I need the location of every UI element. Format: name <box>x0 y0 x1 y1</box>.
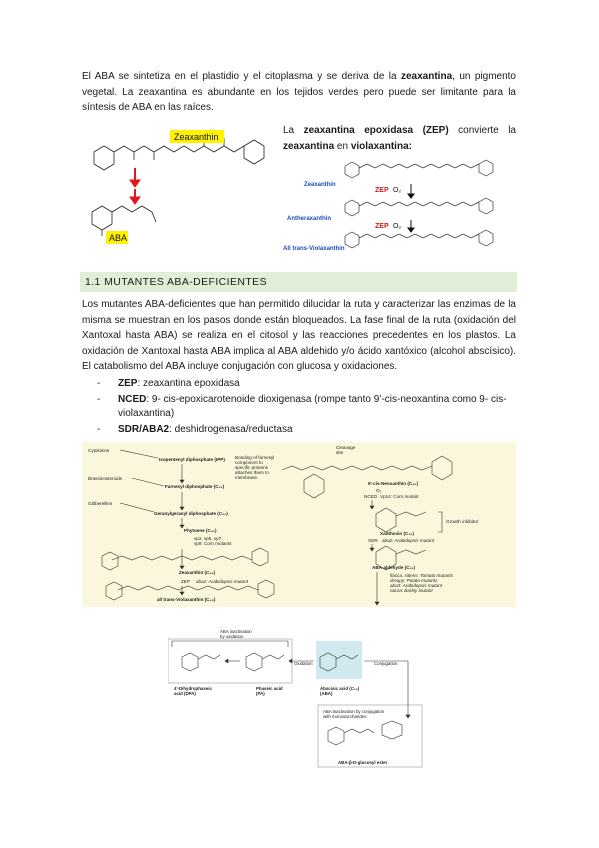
zeaxanthin-to-aba-drawing <box>80 128 276 246</box>
list-item-term: NCED <box>118 393 147 405</box>
oxidation-label: Oxidation <box>294 661 313 666</box>
aba-biosynthesis-pathway-drawing <box>82 442 516 607</box>
zep-bold-2: zeaxantina <box>283 141 335 153</box>
enzyme-list <box>94 377 519 439</box>
red-arrow-icon <box>130 168 140 204</box>
section-heading <box>80 272 517 292</box>
aba-catabolism-drawing <box>168 627 431 769</box>
list-item-text: : zeaxantina epoxidasa <box>137 378 240 389</box>
zep-text-3: en <box>334 141 351 153</box>
sdr-label: SDR <box>368 538 378 543</box>
intro-text-1: El ABA se sintetiza en el plastidio y el citoplasma y se deriva de la <box>82 71 401 82</box>
body-text: Los mutantes ABA-deficientes que han permitido dilucidar la ruta y caracterizar las enzimas de la misma se muestran en los pasos donde están bloqueados. La fase final de la ruta (oxidación del Xantoxal hasta ABA) se realiza en el citosol y las reacciones precedentes en los plastos. La oxidación de Xantoxal hasta ABA implica al ABA aldehido y/o ácido xantóxico (alcohol abscísico). El catabolismo del ABA incluye conjugación con glucosa y oxidaciones. <box>82 299 516 373</box>
conjugation-label: Conjugation <box>374 661 398 666</box>
zep-text-2: convierte la <box>448 125 516 136</box>
aba-aldehyde-label: ABA-aldehyde (C₁₅) <box>372 565 416 570</box>
cytokinins-label: Cytokinins <box>88 448 110 453</box>
aba2-label: aba2: Arabidopsis mutant <box>382 538 434 543</box>
list-item-text: : deshidrogenasa/reductasa <box>169 424 293 436</box>
zeaxanthin-to-aba-figure <box>80 128 276 246</box>
ipp-label: Isopentenyl diphosphate (IPP) <box>159 457 225 462</box>
neoxanthin-label: 9'-cis-Neoxanthin (C₄₀) <box>368 481 419 486</box>
dpa-label: 4'-Dihydrophaseic acid (DPA) <box>174 686 212 696</box>
zep-enzyme-label-1: ZEP <box>375 187 389 194</box>
list-item-term: SDR/ABA2 <box>118 424 170 436</box>
violaxanthin-pathway-label: all trans-Violaxanthin (C₄₀) <box>157 597 216 602</box>
list-item <box>94 377 519 392</box>
right-antheraxanthin-label: Antheraxanthin <box>287 216 332 222</box>
vp-mutants-label: vp2, vp5, vp7, vp9: Corn mutants <box>194 536 232 546</box>
nced-label: NCED <box>364 494 378 499</box>
list-item-text: : 9- cis-epoxicarotenoide dioxigenasa (rompe tanto 9’-cis-neoxantina como 9- cis-violaxantina) <box>118 393 507 420</box>
list-item <box>94 423 519 438</box>
pathway-background <box>82 442 516 607</box>
zep-conversion-figure <box>281 158 517 256</box>
inactivation-oxidation-label: ABA inactivation by oxidation <box>220 629 252 639</box>
zep-text-1: La <box>283 125 304 136</box>
aba-catabolism-label: Abscisic acid (C₁₅) (ABA) <box>320 686 360 696</box>
zep-paragraph <box>283 123 516 156</box>
zep-bold-3: violaxantina: <box>350 141 412 153</box>
list-item <box>94 393 519 422</box>
intro-text-2: , un pigmento vegetal. La zeaxantina es abundante en los tejidos verdes pero puede ser limitante para la síntesis de ABA en las raíces. <box>82 71 516 114</box>
zep-bold-1: zeaxantina epoxidasa (ZEP) <box>303 125 449 136</box>
growth-inhibitor-label: Growth inhibitor <box>446 519 479 524</box>
fpp-label: Farnesyl diphosphate (C₁₅) <box>165 484 225 489</box>
zeaxanthin-pathway-label: Zeaxanthin (C₄₀) <box>179 570 216 575</box>
intro-bold-zeaxantina: zeaxantina <box>401 71 453 82</box>
o2-pathway-label: O₂ <box>376 488 382 493</box>
aba1-label: aba1: Arabidopsis mutant <box>196 579 248 584</box>
right-zeaxanthin-label: Zeaxanthin <box>304 182 336 188</box>
mutants-list-label: flacca, sitiens: Tomato mutants droopy: Potato mutants aba3: Arabidopsis mutant nar2a: Barley mutant <box>390 573 453 593</box>
pa-label: Phaseic acid (PA) <box>256 686 283 696</box>
o2-label-2: O₂ <box>393 223 402 230</box>
aba-highlight-box <box>316 641 362 679</box>
right-violaxanthin-label: All trans-Violaxanthin <box>283 246 345 252</box>
binding-note: Bonding of farnesyl component to specific proteins attaches them to membrane. <box>235 455 275 480</box>
phytoene-label: Phytoene (C₄₀) <box>184 528 217 533</box>
down-arrow-icon <box>408 184 414 198</box>
xanthoxin-label: Xanthoxin (C₁₅) <box>380 531 414 536</box>
glucosyl-ester-label: ABA-β-D-glucosyl ester <box>338 760 388 765</box>
down-arrow-icon <box>408 220 414 232</box>
left-zeaxanthin-label: Zeaxanthin <box>174 132 219 142</box>
body-paragraph <box>82 297 516 375</box>
vp14-label: Vp14: Corn mutant <box>380 494 419 499</box>
left-aba-label: ABA <box>109 233 128 243</box>
ggpp-label: Geranylgeranyl diphosphate (C₂₀) <box>154 511 228 516</box>
cleavage-site-label: Cleavage site <box>336 445 356 455</box>
o2-label-1: O₂ <box>393 187 402 194</box>
zep-enzyme-label-2: ZEP <box>375 223 389 230</box>
zep-pathway-label: ZEP <box>181 579 190 584</box>
list-item-term: ZEP <box>118 378 138 389</box>
inactivation-conjugation-label: ABA inactivation by conjugation with monosaccharides <box>323 709 385 719</box>
brassinosteroids-label: Brassinosteroids <box>88 476 122 481</box>
intro-paragraph <box>82 69 516 116</box>
section-title: 1.1 MUTANTES ABA-DEFICIENTES <box>85 276 267 288</box>
aba-catabolism-figure <box>168 627 431 769</box>
aba-biosynthesis-pathway-figure <box>82 442 516 607</box>
zep-conversion-drawing <box>281 158 517 256</box>
gibberellins-label: Gibberellins <box>88 501 113 506</box>
